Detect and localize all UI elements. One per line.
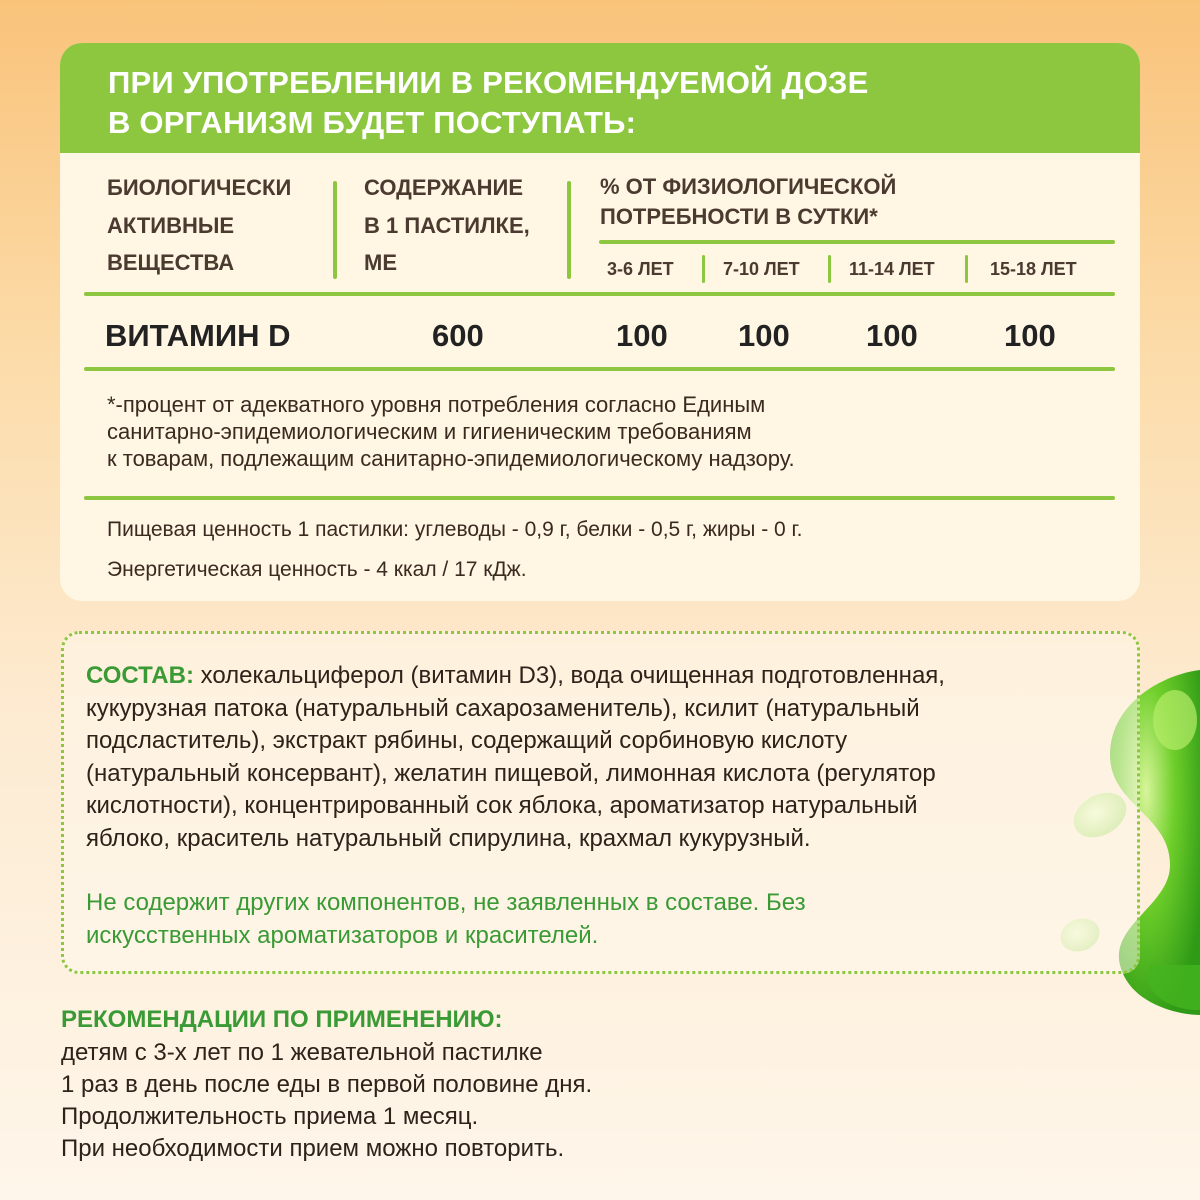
footnote-divider [84, 496, 1115, 500]
row-percent-3-6: 100 [616, 318, 668, 353]
row-percent-15-18: 100 [1004, 318, 1056, 353]
recommendation-line: 1 раз в день после еды в первой половине дня. [61, 1071, 593, 1098]
row-substance-name: ВИТАМИН D [105, 318, 291, 353]
composition-block [61, 631, 1140, 974]
footnote: *-процент от адекватного уровня потребления согласно Единым санитарно-эпидемиологическим и гигиеническим требованиям к товарам, подлежащим санитарно-эпидемиологическому надзору. [107, 392, 795, 471]
column-divider [333, 181, 337, 279]
nutrition-card [60, 43, 1140, 601]
age-11-14: 11-14 ЛЕТ [849, 259, 935, 279]
col-header-percent: % ОТ ФИЗИОЛОГИЧЕСКОЙ ПОТРЕБНОСТИ В СУТКИ* [600, 174, 897, 229]
row-content-value: 600 [432, 318, 484, 353]
composition-text: СОСТАВ: холекальциферол (витамин D3), вода очищенная подготовленная, кукурузная патока (натуральный сахарозаменитель), ксилит (натуральный подсластитель), экстракт рябины, содержащий сорбиновую кислоту (натуральный консервант), желатин пищевой, лимонная кислота (регулятор кислотности), концентрированный сок яблока, ароматизатор натуральный яблоко, краситель натуральный спирулина, крахмал кукурузный. [86, 662, 945, 852]
table-header-divider [84, 292, 1115, 296]
table-row-divider [84, 367, 1115, 371]
column-divider [567, 181, 571, 279]
recommendations-title: РЕКОМЕНДАЦИИ ПО ПРИМЕНЕНИЮ: [61, 1006, 503, 1033]
age-divider [702, 255, 705, 283]
age-7-10: 7-10 ЛЕТ [723, 259, 800, 279]
card-header [60, 43, 1140, 153]
recommendation-line: При необходимости прием можно повторить. [61, 1135, 565, 1162]
age-divider [828, 255, 831, 283]
header-line-1: ПРИ УПОТРЕБЛЕНИИ В РЕКОМЕНДУЕМОЙ ДОЗЕ [108, 65, 869, 100]
composition-label: СОСТАВ: [86, 662, 194, 689]
recommendations [61, 1003, 592, 1165]
col-header-substances: БИОЛОГИЧЕСКИ АКТИВНЫЕ ВЕЩЕСТВА [107, 175, 292, 275]
header-line-2: В ОРГАНИЗМ БУДЕТ ПОСТУПАТЬ: [108, 105, 637, 140]
recommendation-line: Продолжительность приема 1 месяц. [61, 1103, 479, 1130]
age-3-6: 3-6 ЛЕТ [607, 259, 674, 279]
age-divider [965, 255, 968, 283]
col-header-content: СОДЕРЖАНИЕ В 1 ПАСТИЛКЕ, МЕ [364, 175, 530, 275]
age-header-divider [599, 240, 1115, 244]
nutrition-info: Пищевая ценность 1 пастилки: углеводы - 0,9 г, белки - 0,5 г, жиры - 0 г. Энергетическая ценность - 4 ккал / 17 кДж. [107, 518, 803, 581]
age-15-18: 15-18 ЛЕТ [990, 259, 1077, 279]
row-percent-7-10: 100 [738, 318, 790, 353]
composition-note: Не содержит других компонентов, не заявленных в составе. Без искусственных ароматизаторов и красителей. [86, 889, 806, 949]
row-percent-11-14: 100 [866, 318, 918, 353]
recommendation-line: детям с 3-х лет по 1 жевательной пастилке [61, 1039, 543, 1066]
